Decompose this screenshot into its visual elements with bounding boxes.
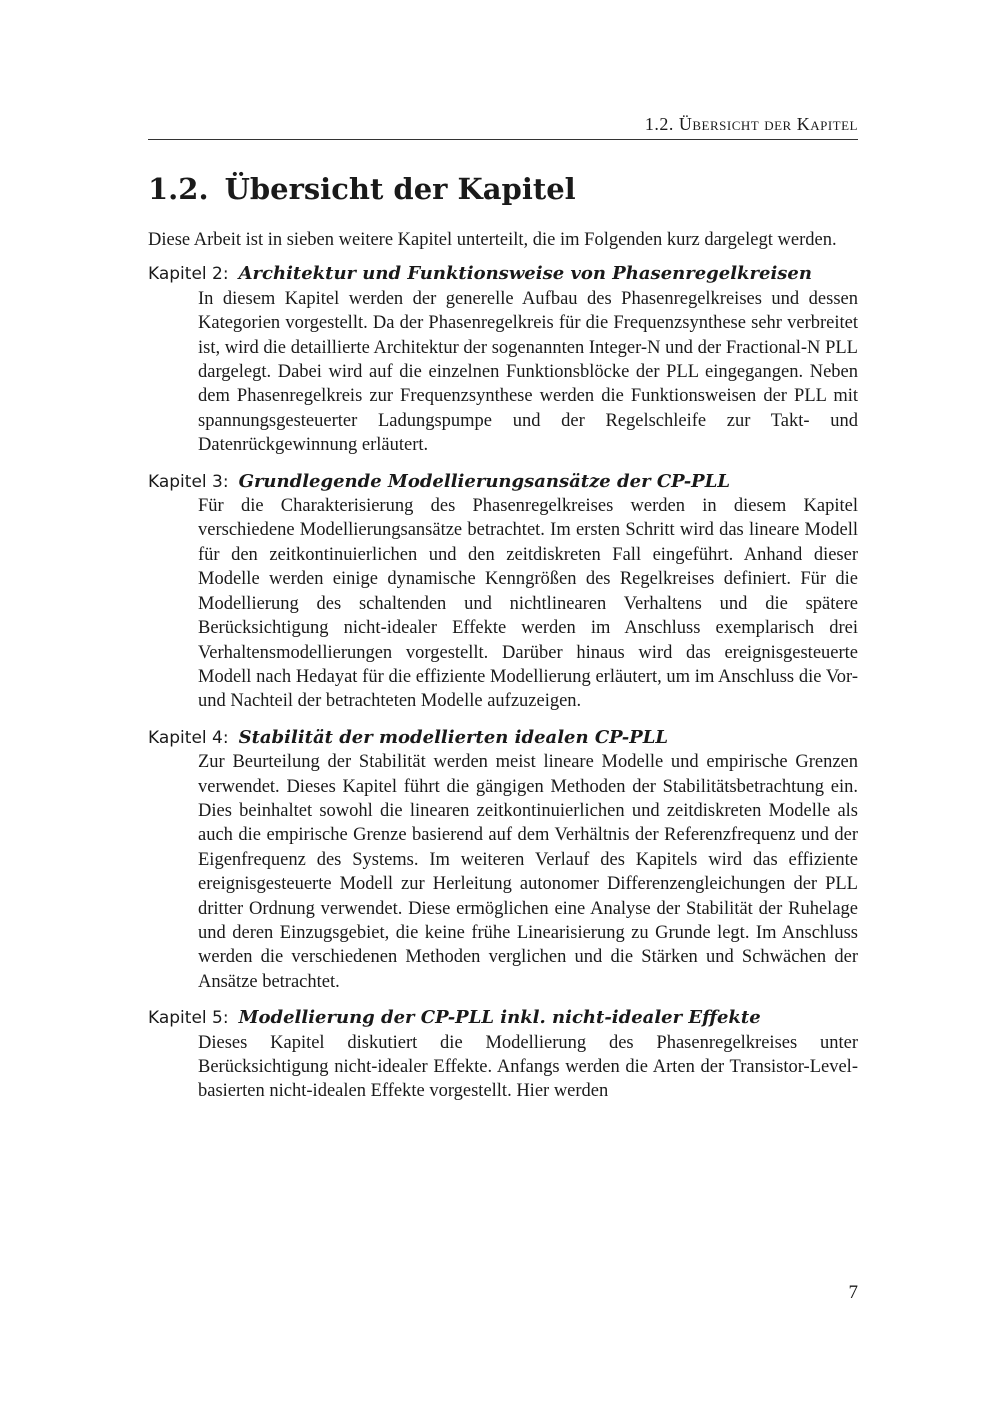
content [148,228,858,1116]
chapter-entry-4 [148,726,858,994]
chapter-title: Grundlegende Modellierungsansätze der CP-PLL [238,470,731,492]
chapter-heading [148,262,858,286]
chapter-description: Für die Charakterisierung des Phasenregelkreises werden in diesem Kapitel verschiedene Modellierungsansätze betrachtet. Im ersten Schritt wird das lineare Modell für den zeitkontinuierlichen und den zeitdiskreten Fall eingeführt. Anhand dieser Modelle werden einige dynamische Kenngrößen des Regelkreises definiert. Für die Modellierung des schaltenden und nichtlinearen Verhaltens und die spätere Berücksichtigung nicht-idealer Effekte werden im Anschluss exemplarisch drei Verhaltensmodellierungen vorgestellt. Darüber hinaus wird das ereignisgesteuerte Modell nach Hedayat für die effiziente Modellierung erläutert, um im Anschluss die Vor- und Nachteil der betrachteten Modelle aufzuzeigen. [198,496,858,712]
chapter-heading [148,470,858,494]
section-title [148,172,576,206]
chapter-entry-3 [148,470,858,714]
chapter-heading [148,726,858,750]
page-number: 7 [848,1282,858,1303]
chapter-title: Architektur und Funktionsweise von Phasenregelkreisen [238,263,812,285]
chapter-label: Kapitel 2: [148,264,229,285]
chapter-entry-5 [148,1006,858,1104]
header-rule [148,139,858,140]
chapter-description: Dieses Kapitel diskutiert die Modellierung des Phasenregelkreises unter Berücksichtigung nicht-idealer Effekte. Anfangs werden die Arten der Transistor-Level-basierten nicht-idealen Effekte vorgestellt. Hier werden [198,1032,858,1102]
chapter-entry-2 [148,262,858,457]
section-number: 1.2. [148,172,209,206]
running-head: 1.2. Übersicht der Kapitel [644,114,858,134]
chapter-label: Kapitel 5: [148,1008,229,1029]
chapter-title: Modellierung der CP-PLL inkl. nicht-idealer Effekte [238,1007,761,1029]
chapter-description: Zur Beurteilung der Stabilität werden meist lineare Modelle und empirische Grenzen verwendet. Dieses Kapitel führt die gängigen Methoden der Stabilitätsbetrachtung ein. Dies beinhaltet sowohl die linearen zeitkontinuierlichen und zeitdiskreten Modelle als auch die empirische Grenze basierend auf dem Verhältnis der Referenzfrequenz und der Eigenfrequenz des Systems. Im weiteren Verlauf des Kapitels wird das effiziente ereignisgesteuerte Modell zur Herleitung autonomer Differenzengleichungen der PLL dritter Ordnung verwendet. Diese ermöglichen eine Analyse der Stabilität der Ruhelage und deren Einzugsgebiet, die keine frühe Linearisierung zu Grunde legt. Im Anschluss werden die verschiedenen Methoden verglichen und die Stärken und Schwächen der Ansätze betrachtet. [198,752,858,992]
chapter-description: In diesem Kapitel werden der generelle Aufbau des Phasenregelkreises und dessen Kategorien vorgestellt. Da der Phasenregelkreis für die Frequenzsynthese sehr verbreitet ist, wird die detaillierte Architektur der sogenannten Integer-N und der Fractional-N PLL dargelegt. Dabei wird auf die einzelnen Funktionsblöcke der PLL eingegangen. Neben dem Phasenregelkreis zur Frequenzsynthese werden die Funktionsweisen der PLL mit spannungsgesteuerter Ladungspumpe und der Regelschleife zur Takt- und Datenrückgewinnung erläutert. [198,288,858,456]
chapter-label: Kapitel 3: [148,471,229,492]
chapter-label: Kapitel 4: [148,727,229,748]
section-title-text: Übersicht der Kapitel [224,172,576,206]
chapter-title: Stabilität der modellierten idealen CP-PLL [238,726,669,748]
chapter-heading [148,1006,858,1030]
intro-paragraph: Diese Arbeit ist in sieben weitere Kapitel unterteilt, die im Folgenden kurz dargelegt werden. [148,230,837,250]
